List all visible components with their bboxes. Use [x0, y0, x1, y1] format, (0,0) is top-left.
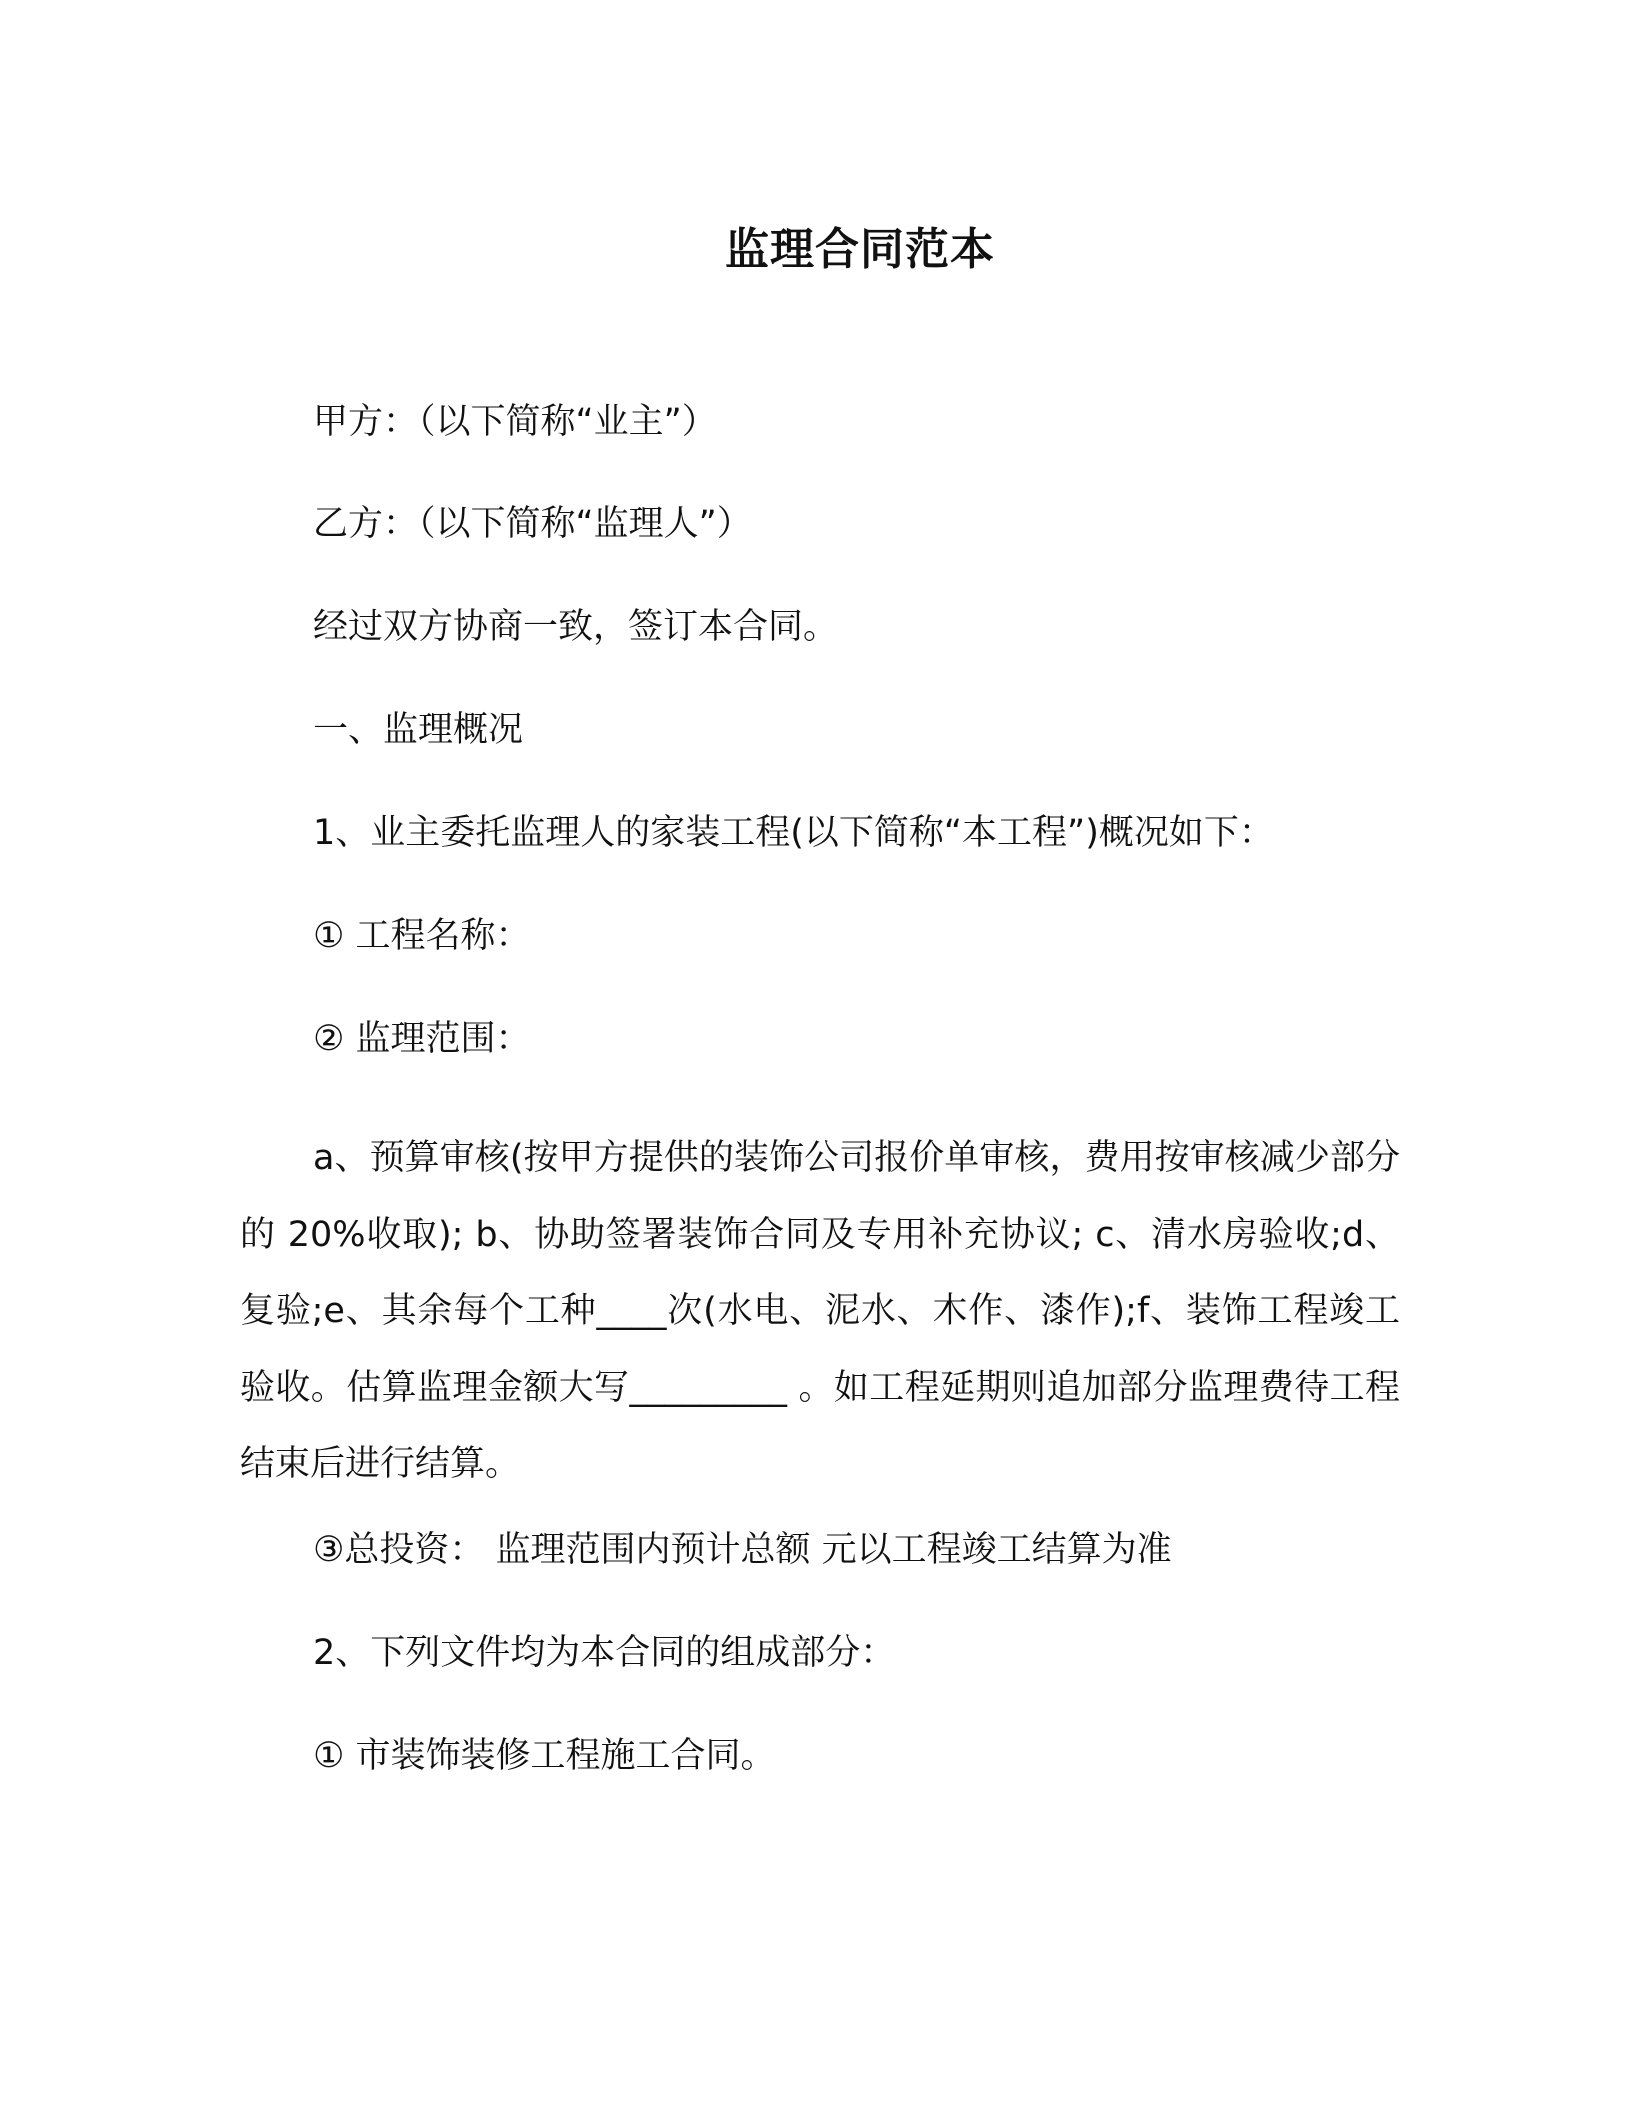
intro-line: 经过双方协商一致，签订本合同。 — [313, 607, 839, 647]
item-1-2-line: ② 监理范围： — [313, 1019, 531, 1059]
item-1-line: 1、业主委托监理人的家装工程(以下简称“本工程”)概况如下： — [313, 813, 1274, 853]
item-2-1-line: ① 市装饰装修工程施工合同。 — [313, 1736, 776, 1776]
party-b-line: 乙方：（以下简称“监理人”） — [313, 504, 752, 544]
item-1-3-line: ③总投资： 监理范围内预计总额 元以工程竣工结算为准 — [313, 1530, 1172, 1570]
scope-paragraph: a、预算审核(按甲方提供的装饰公司报价单审核，费用按审核减少部分的 20%收取); b、协助签署装饰合同及专用补充协议; c、清水房验收;d、复验;e、其余每个工种____次(水电、泥水、木作、漆作);f、装饰工程竣工验收。估算监理金额大写_________ 。如工程延期则追加部分监理费待工程结束后进行结算。 — [240, 1138, 1400, 1484]
party-a-line: 甲方：（以下简称“业主”） — [313, 402, 717, 442]
item-1-1-line: ① 工程名称： — [313, 916, 531, 956]
document-title: 监理合同范本 — [725, 224, 995, 275]
section-1-heading: 一、监理概况 — [313, 710, 524, 750]
item-2-line: 2、下列文件均为本合同的组成部分： — [313, 1633, 896, 1673]
